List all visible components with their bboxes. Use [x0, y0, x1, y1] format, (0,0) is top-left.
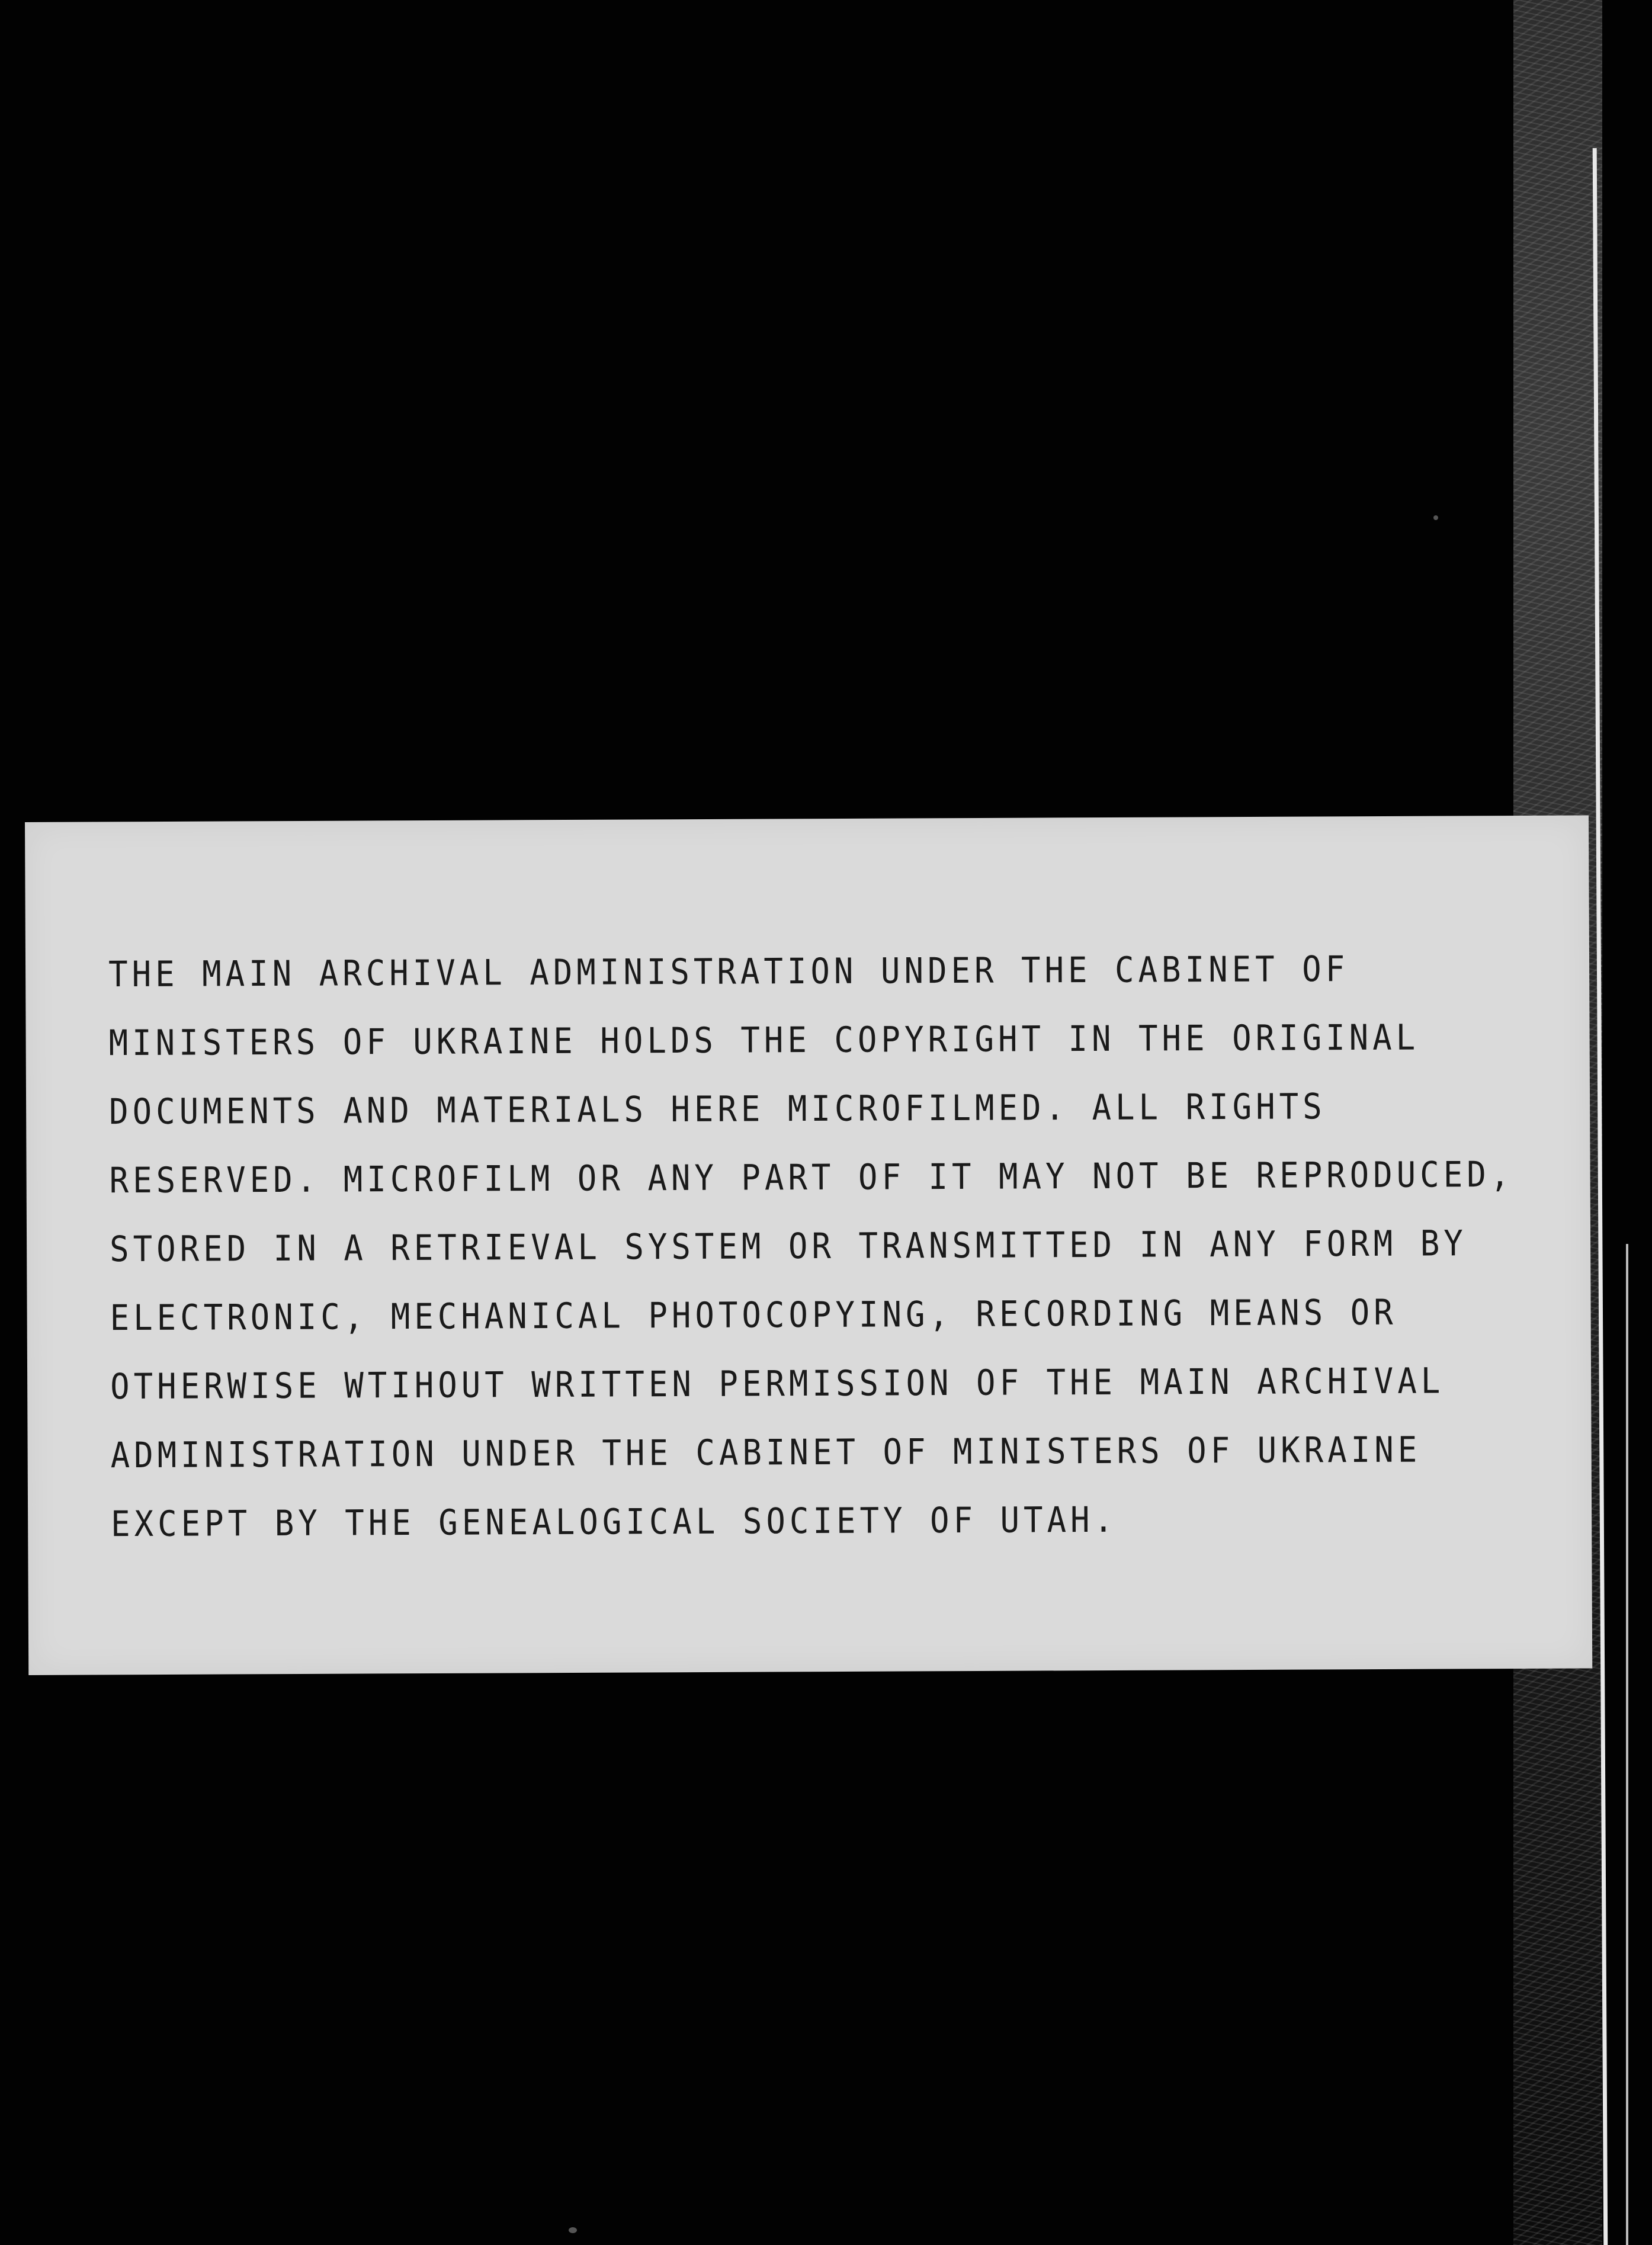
notice-line: STORED IN A RETRIEVAL SYSTEM OR TRANSMITTED IN ANY FORM BY — [109, 1223, 1467, 1270]
copyright-notice-text — [108, 934, 1568, 1559]
film-edge-line-secondary — [1626, 1244, 1628, 2245]
dust-speck — [569, 2227, 577, 2233]
notice-line: OTHERWISE WTIHOUT WRITTEN PERMISSION OF THE MAIN ARCHIVAL — [110, 1360, 1445, 1407]
copyright-notice-card — [25, 815, 1592, 1675]
notice-line: MINISTERS OF UKRAINE HOLDS THE COPYRIGHT IN THE ORIGINAL — [108, 1016, 1420, 1064]
notice-line: ELECTRONIC, MECHANICAL PHOTOCOPYING, RECORDING MEANS OR — [110, 1291, 1397, 1339]
notice-line: THE MAIN ARCHIVAL ADMINISTRATION UNDER THE CABINET OF — [108, 948, 1349, 995]
notice-line: DOCUMENTS AND MATERIALS HERE MICROFILMED. ALL RIGHTS — [108, 1086, 1326, 1133]
notice-line: RESERVED. MICROFILM OR ANY PART OF IT MAY NOT BE REPRODUCED, — [109, 1153, 1514, 1201]
notice-line: EXCEPT BY THE GENEALOGICAL SOCIETY OF UTAH. — [111, 1499, 1118, 1545]
notice-line: ADMINISTRATION UNDER THE CABINET OF MINISTERS OF UKRAINE — [110, 1429, 1422, 1476]
dust-speck — [1433, 515, 1438, 520]
